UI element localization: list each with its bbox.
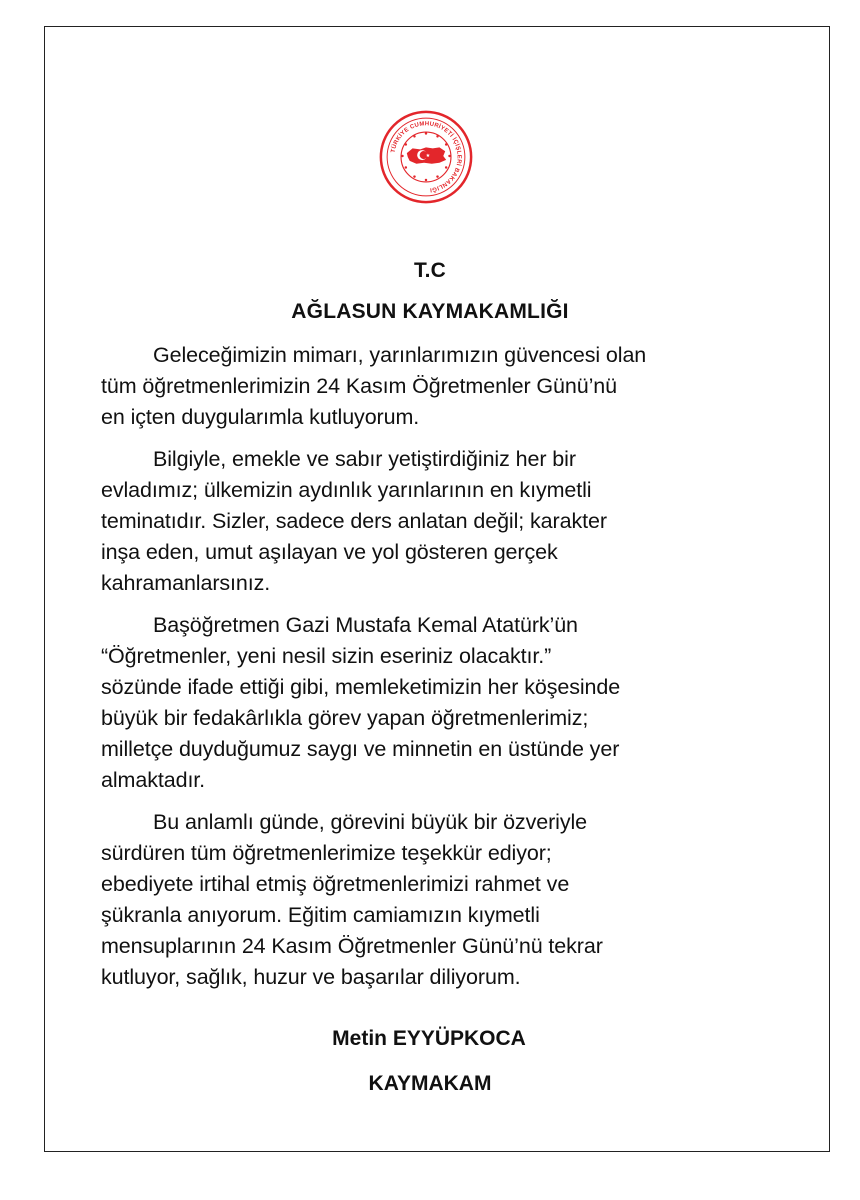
heading-office: AĞLASUN KAYMAKAMLIĞI (291, 300, 569, 323)
paragraph-line: tüm öğretmenlerimizin 24 Kasım Öğretmenler Günü’nü (101, 374, 617, 398)
heading-tc: T.C (413, 259, 447, 282)
paragraph-line: sürdüren tüm öğretmenlerimize teşekkür ediyor; (101, 841, 552, 865)
paragraph-line: “Öğretmenler, yeni nesil sizin eseriniz olacaktır.” (101, 644, 552, 668)
letter-body (101, 340, 769, 1004)
paragraph-line: en içten duygularımla kutluyorum. (101, 405, 420, 429)
paragraph-line: milletçe duyduğumuz saygı ve minnetin en üstünde yer (101, 737, 620, 761)
paragraph-line: Bilgiyle, emekle ve sabır yetiştirdiğiniz her bir (153, 447, 576, 471)
paragraph-line: kutluyor, sağlık, huzur ve başarılar diliyorum. (101, 965, 521, 989)
paragraph-4 (101, 807, 769, 993)
paragraph-1 (101, 340, 769, 433)
paragraph-line: sözünde ifade ettiği gibi, memleketimizin her köşesinde (101, 675, 621, 699)
paragraph-line: Geleceğimizin mimarı, yarınlarımızın güvencesi olan (153, 343, 647, 367)
svg-text:TÜRKİYE CUMHURİYETİ İÇİŞLERİ B: TÜRKİYE CUMHURİYETİ İÇİŞLERİ BAKANLIĞI (390, 121, 462, 193)
paragraph-line: teminatıdır. Sizler, sadece ders anlatan değil; karakter (101, 509, 607, 533)
paragraph-line: büyük bir fedakârlıkla görev yapan öğretmenlerimiz; (101, 706, 589, 730)
paragraph-line: mensuplarının 24 Kasım Öğretmenler Günü’nü tekrar (101, 934, 603, 958)
paragraph-line: şükranla anıyorum. Eğitim camiamızın kıymetli (101, 903, 540, 927)
signatory-name: Metin EYYÜPKOCA (332, 1027, 526, 1050)
paragraph-line: kahramanlarsınız. (101, 571, 271, 595)
paragraph-line: evladımız; ülkemizin aydınlık yarınlarının en kıymetli (101, 478, 592, 502)
ministry-seal-icon (378, 109, 474, 205)
paragraph-line: Başöğretmen Gazi Mustafa Kemal Atatürk’ün (153, 613, 578, 637)
paragraph-line: almaktadır. (101, 768, 206, 792)
paragraph-line: inşa eden, umut aşılayan ve yol gösteren gerçek (101, 540, 558, 564)
paragraph-3 (101, 610, 769, 796)
paragraph-2 (101, 444, 769, 599)
paragraph-line: ebediyete irtihal etmiş öğretmenlerimizi rahmet ve (101, 872, 570, 896)
signatory-title: KAYMAKAM (368, 1072, 492, 1095)
paragraph-line: Bu anlamlı günde, görevini büyük bir özveriyle (153, 810, 587, 834)
